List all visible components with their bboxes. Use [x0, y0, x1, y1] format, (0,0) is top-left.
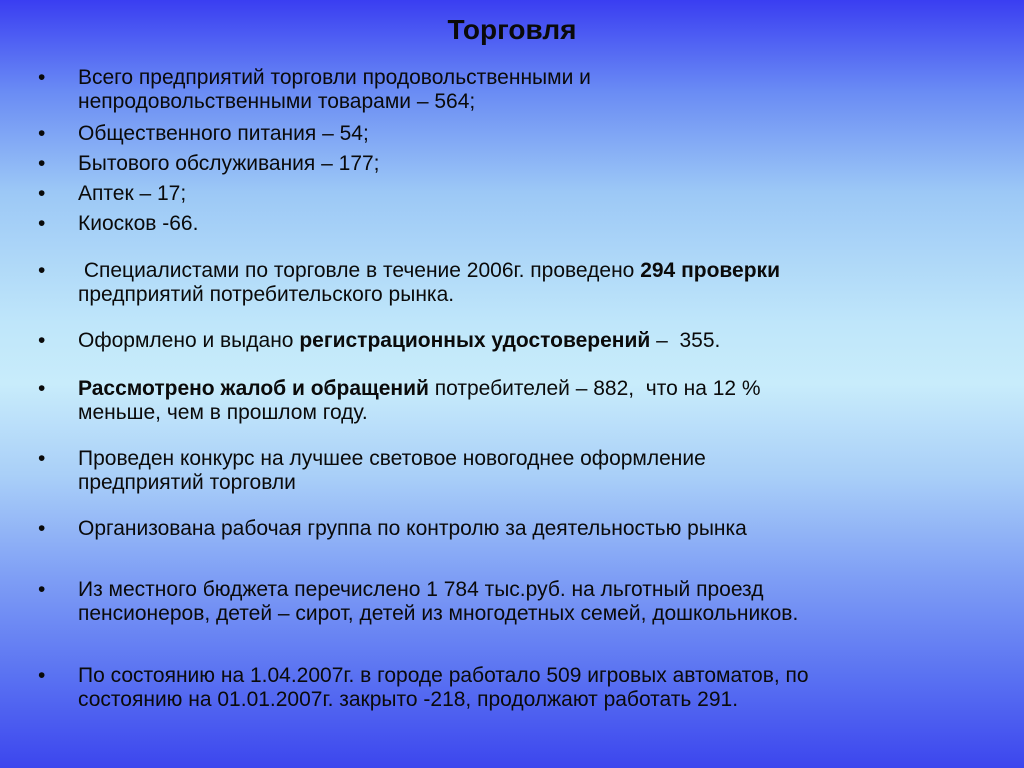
item-text: Специалистами по торговле в течение 2006г. проведено — [78, 259, 641, 282]
item-text: Общественного питания – 54; — [78, 122, 369, 145]
bullet-icon: • — [38, 259, 46, 282]
item-bold-text: Рассмотрено жалоб и обращений — [78, 377, 429, 400]
item-bold-text: 294 проверки — [640, 259, 780, 282]
item-text: состоянию на 01.01.2007г. закрыто -218, продолжают работать 291. — [78, 688, 739, 711]
item-text: Проведен конкурс на лучшее световое новогоднее оформление — [78, 447, 706, 470]
bullet-icon: • — [38, 212, 46, 235]
item-text: предприятий потребительского рынка. — [78, 283, 455, 306]
item-text: Всего предприятий торговли продовольственными и — [78, 66, 591, 89]
bullet-icon: • — [38, 517, 46, 540]
bullet-icon: • — [38, 578, 46, 601]
bullet-icon: • — [38, 377, 46, 400]
item-text: предприятий торговли — [78, 471, 296, 494]
item-text: Бытового обслуживания – 177; — [78, 152, 380, 175]
bullet-icon: • — [38, 182, 46, 205]
bullet-icon: • — [38, 329, 46, 352]
item-text: Киосков -66. — [78, 212, 199, 235]
item-text: пенсионеров, детей – сирот, детей из многодетных семей, дошкольников. — [78, 602, 799, 625]
item-text: непродовольственными товарами – 564; — [78, 90, 476, 113]
item-text: Организована рабочая группа по контролю за деятельностью рынка — [78, 517, 747, 540]
item-text: – 355. — [650, 329, 721, 352]
bullet-icon: • — [38, 122, 46, 145]
bullet-icon: • — [38, 447, 46, 470]
item-bold-text: регистрационных удостоверений — [299, 329, 651, 352]
item-text: Оформлено и выдано — [78, 329, 300, 352]
item-text: Из местного бюджета перечислено 1 784 тыс.руб. на льготный проезд — [78, 578, 764, 601]
bullet-icon: • — [38, 66, 46, 89]
item-text: меньше, чем в прошлом году. — [78, 401, 368, 424]
item-text: потребителей – 882, что на 12 % — [428, 377, 761, 400]
item-text: По состоянию на 1.04.2007г. в городе работало 509 игровых автоматов, по — [78, 664, 809, 687]
bullet-icon: • — [38, 152, 46, 175]
slide-title: Торговля — [447, 14, 577, 45]
item-text: Аптек – 17; — [78, 182, 187, 205]
bullet-icon: • — [38, 664, 46, 687]
